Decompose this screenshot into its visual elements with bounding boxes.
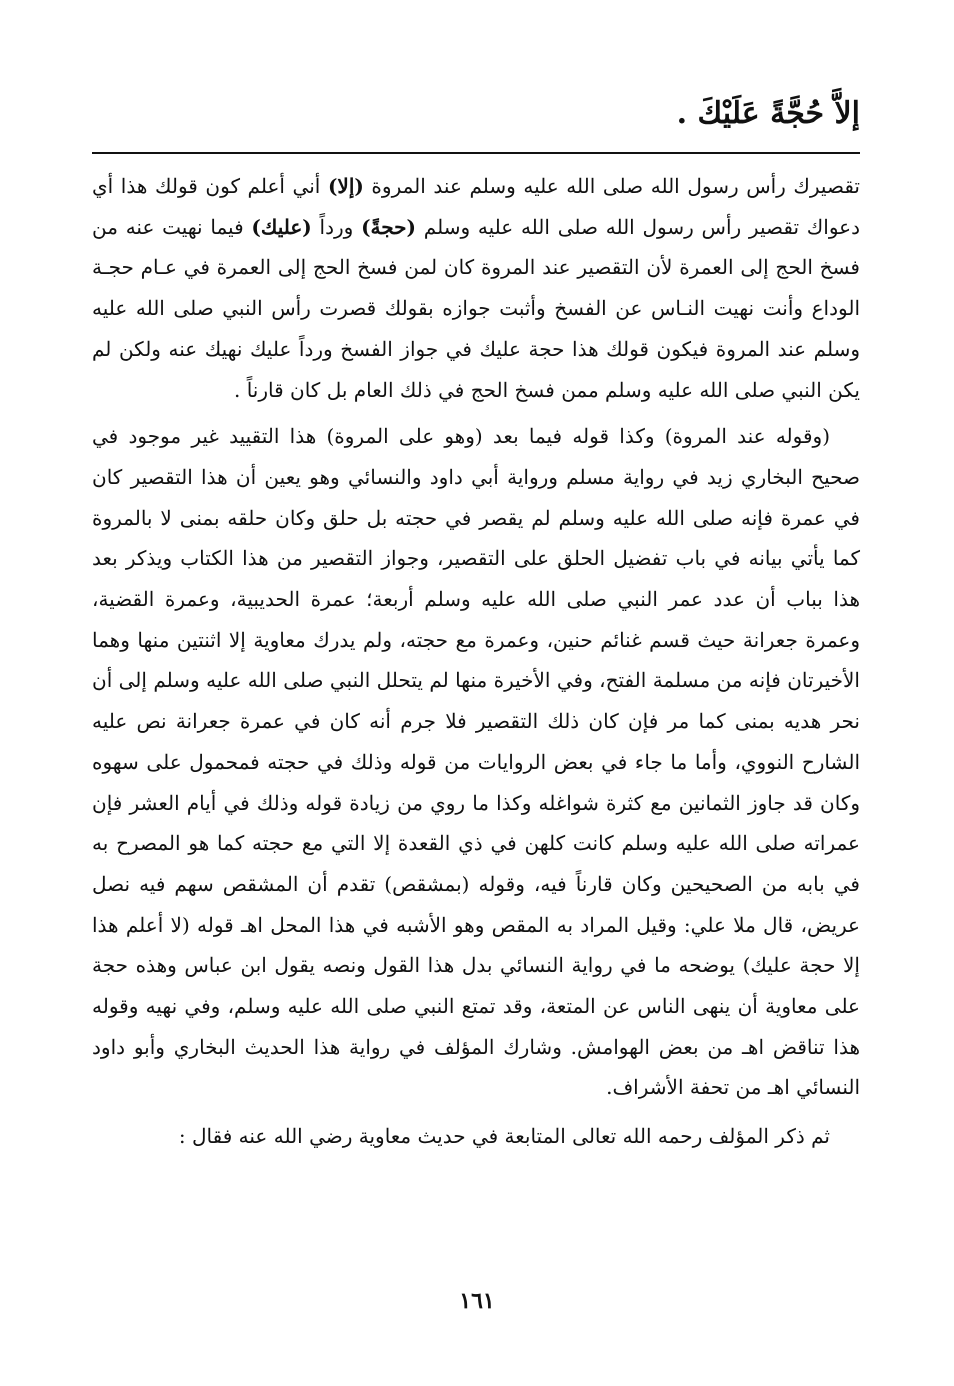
- bold-term-illa: (إلا): [327, 174, 364, 198]
- paragraph-1: [92, 166, 860, 410]
- top-text-fragment: إلاَّ حُجَّةً عَلَيْكَ .: [676, 96, 860, 131]
- bold-term-alayka: (عليك): [251, 214, 312, 239]
- paragraph-1-text-d: فيما نهيت عنه من فسخ الحج إلى العمرة لأن التقصير عند المروة كان لمن فسخ الحج إلى العمرة في عـام حجـة الوداع وأنت نهيت النـاس عن الفسخ وأثبت جوازه بقولك قصرت رأس النبي صلى الله عليه وسلم عند المروة فيكون قولك هذا حجة عليك في جواز الفسخ ورداً عليك نهيك عنه ولكن لم يكن النبي صلى الله عليه وسلم ممن فسخ الحج في ذلك العام بل كان قارناً .: [92, 214, 860, 402]
- paragraph-2: (وقوله عند المروة) وكذا قوله فيما بعد (وهو على المروة) هذا التقييد غير موجود في صحيح البخاري زيد في رواية مسلم ورواية أبي داود والنسائي وهو يعين أن هذا التقصير كان في عمرة فإنه صلى الله عليه وسلم لم يقصر في حجته بل حلق وكان حلقه بمنى لا بالمروة كما يأتي بيانه في باب تفضيل الحلق على التقصير، وجواز التقصير من هذا الكتاب ويذكر بعد هذا بباب أن عدد عمر النبي صلى الله عليه وسلم أربعة؛ عمرة الحديبية، وعمرة القضية، وعمرة جعرانة حيث قسم غنائم حنين، وعمرة مع حجته، ولم يدرك معاوية إلا اثنتين منها وهما الأخيرتان فإنه من مسلمة الفتح، وفي الأخيرة منها لم يتحلل النبي صلى الله عليه وسلم إلى أن نحر هديه بمنى كما مر فإن كان ذلك التقصير فلا جرم أنه كان في عمرة جعرانة نص عليه الشارح النووي، وأما ما جاء في بعض الروايات من قوله وذلك في حجته فمحمول على سهوه وكان قد جاوز الثمانين مع كثرة شواغله وكذا ما روي من زيادة قوله وذلك في أيام العشر فإن عمراته صلى الله عليه وسلم كانت كلهن في ذي القعدة إلا التي مع حجته كما هو المصرح به في بابه من الصحيحين وكان قارناً فيه، وقوله (بمشقص) تقدم أن المشقص سهم فيه نصل عريض، قال ملا علي: وقيل المراد به المقص وهو الأشبه في هذا المحل اهـ قوله (لا أعلم هذا إلا حجة عليك) يوضحه ما في رواية النسائي بدل هذا القول ونصه يقول ابن عباس وهذه حجة على معاوية أن ينهى الناس عن المتعة، وقد تمتع النبي صلى الله عليه وسلم، وفي نهيه وقوله هذا تناقض اهـ من بعض الهوامش. وشارك المؤلف في رواية هذا الحديث البخاري وأبو داود النسائي اهـ من تحفة الأشراف.: [92, 424, 860, 1100]
- paragraph-1-text-b: أني أعلم كون قولك هذا أي دعواك تقصير رأس رسول الله صلى الله عليه وسلم: [92, 174, 860, 239]
- paragraph-1-text-a: تقصيرك رأس رسول الله صلى الله عليه وسلم عند المروة: [363, 174, 860, 198]
- paragraph-1-text-c: ورداً: [311, 214, 362, 239]
- bold-term-hujjatan: (حجةً): [361, 214, 416, 239]
- commentary-body: [92, 166, 860, 1157]
- paragraph-3: ثم ذكر المؤلف رحمه الله تعالى المتابعة في حديث معاوية رضي الله عنه فقال :: [178, 1124, 830, 1149]
- footnote-separator-rule: [92, 152, 860, 154]
- page-number: ١٦١: [459, 1288, 495, 1314]
